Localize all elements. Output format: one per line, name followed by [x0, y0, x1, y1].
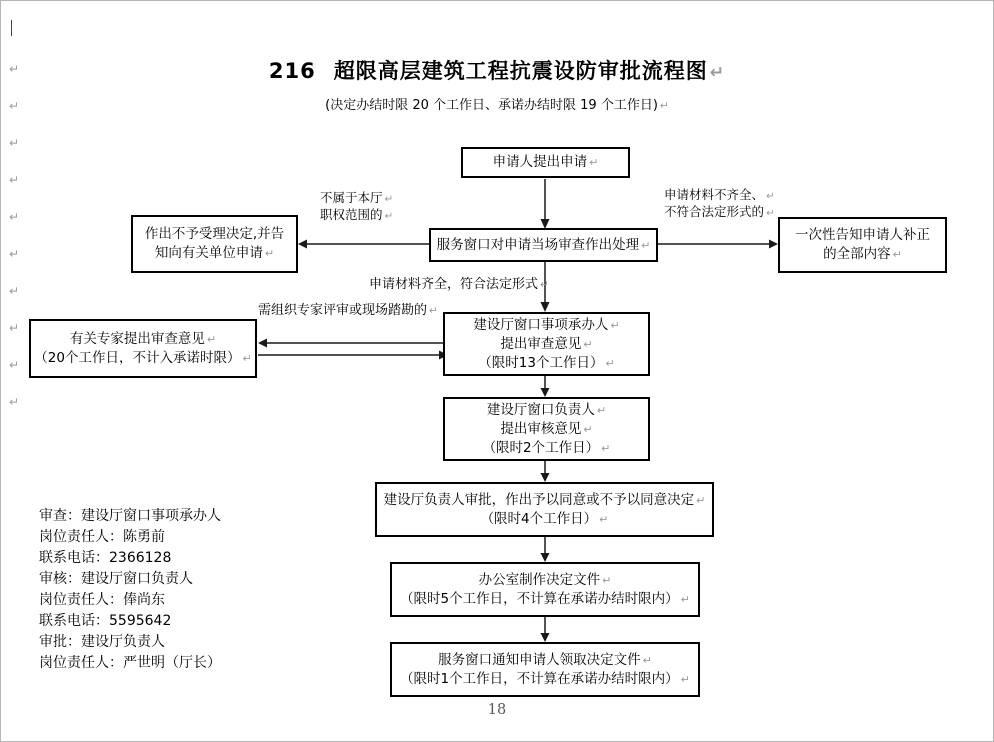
box-line: 知向有关单位申请 ↵	[154, 245, 275, 261]
paragraph-mark-icon: ↵	[429, 304, 438, 317]
contact-line: 审查：建设厅窗口事项承办人	[39, 508, 221, 524]
reject-decision-box	[131, 215, 298, 273]
paragraph-mark-icon: ↵	[696, 493, 706, 507]
text-cursor	[11, 20, 12, 36]
arrow-service-to-notify	[658, 240, 778, 249]
paragraph-mark-icon: ↵	[9, 173, 20, 187]
box-line: 办公室制作决定文件 ↵	[478, 571, 612, 588]
page-number: 18	[487, 702, 507, 718]
paragraph-mark-icon: ↵	[9, 321, 20, 335]
box-line: （20个工作日，不计入承诺时限） ↵	[34, 349, 252, 366]
arrow-expert-to-handler	[258, 351, 448, 360]
label-materials-complete: 申请材料齐全，符合法定形式 ↵	[369, 277, 549, 292]
office-document-box	[390, 562, 700, 617]
paragraph-mark-icon: ↵	[206, 332, 217, 346]
paragraph-mark-icon: ↵	[642, 653, 652, 667]
box-line: 建设厅窗口负责人 ↵	[486, 401, 607, 418]
title-number: 216	[268, 59, 316, 83]
paragraph-mark-icon: ↵	[9, 284, 20, 298]
paragraph-mark-icon: ↵	[766, 207, 775, 219]
paragraph-mark-icon: ↵	[264, 247, 275, 260]
paragraph-mark-icon: ↵	[892, 248, 902, 261]
title-text: 超限高层建筑工程抗震设防审批流程图	[333, 59, 708, 83]
page-title	[1, 55, 993, 85]
paragraph-mark-icon: ↵	[599, 512, 609, 526]
box-line: 的全部内容 ↵	[823, 246, 902, 262]
window-handler-box	[443, 312, 650, 376]
box-line: （限时4个工作日） ↵	[480, 510, 609, 527]
contact-line: 审核：建设厅窗口负责人	[39, 571, 193, 587]
service-window-box	[429, 228, 658, 262]
arrow-handler-to-chief	[541, 376, 550, 397]
arrow-approval-to-office	[541, 537, 550, 562]
window-chief-box	[443, 397, 650, 461]
arrow-office-to-final	[541, 617, 550, 642]
paragraph-mark-icon: ↵	[601, 441, 611, 455]
arrow-handler-to-expert	[258, 339, 448, 348]
label-not-jurisdiction: 不属于本厅 ↵ 职权范围的 ↵	[320, 190, 394, 222]
paragraph-mark-icon: ↵	[9, 247, 20, 261]
expert-review-box	[29, 319, 257, 378]
paragraph-mark-icon: ↵	[589, 156, 599, 169]
notify-correction-box	[778, 217, 947, 273]
contact-line: 岗位责任人：严世明（厅长）	[39, 655, 221, 671]
box-line: （限时1个工作日，不计算在承诺办结时限内） ↵	[400, 670, 690, 687]
paragraph-mark-icon: ↵	[9, 62, 20, 76]
contact-line: 岗位责任人：陈勇前	[39, 529, 165, 545]
paragraph-mark-icon: ↵	[384, 210, 394, 222]
paragraph-mark-icon: ↵	[242, 351, 252, 365]
paragraph-mark-icon: ↵	[766, 190, 775, 202]
paragraph-mark-icon: ↵	[680, 672, 690, 686]
contact-line: 联系电话：5595642	[39, 613, 172, 629]
paragraph-mark-icon: ↵	[9, 395, 20, 409]
paragraph-mark-icon: ↵	[596, 403, 607, 417]
box-line: （限时13个工作日） ↵	[478, 354, 615, 371]
paragraph-mark-icon: ↵	[9, 358, 20, 372]
paragraph-mark-icon: ↵	[605, 356, 615, 370]
box-line: 提出审查意见 ↵	[500, 335, 593, 352]
paragraph-mark-icon: ↵	[602, 573, 612, 587]
paragraph-mark-icon: ↵	[709, 63, 726, 83]
box-line: 服务窗口对申请当场审查作出处理 ↵	[436, 236, 651, 253]
contact-line: 岗位责任人：俸尚东	[39, 592, 165, 608]
paragraph-mark-icon: ↵	[540, 278, 549, 291]
paragraph-mark-icon: ↵	[641, 238, 651, 252]
box-line: 作出不予受理决定,并告	[144, 226, 285, 242]
box-line: （限时2个工作日） ↵	[482, 439, 611, 456]
paragraph-mark-icon: ↵	[659, 99, 669, 112]
applicant-box	[461, 147, 630, 178]
paragraph-mark-icon: ↵	[583, 422, 593, 436]
arrow-chief-to-approval	[541, 461, 550, 482]
arrow-service-to-reject	[298, 240, 429, 249]
paragraph-mark-icon: ↵	[384, 193, 394, 205]
paragraph-mark-icon: ↵	[9, 136, 20, 150]
box-line: 提出审核意见 ↵	[500, 420, 593, 437]
subtitle-text: (决定办结时限 20 个工作日、承诺办结时限 19 个工作日)	[325, 98, 658, 113]
paragraph-mark-icon: ↵	[9, 210, 20, 224]
paragraph-mark-icon: ↵	[583, 337, 593, 351]
page-subtitle	[1, 94, 993, 113]
label-materials-incomplete: 申请材料不齐全、 ↵ 不符合法定形式的 ↵	[664, 187, 775, 219]
label-expert-review-needed: 需组织专家评审或现场踏勘的 ↵	[258, 303, 438, 318]
final-notice-box	[390, 642, 700, 697]
contact-line: 审批：建设厅负责人	[39, 634, 165, 650]
arrow-applicant-to-service	[541, 179, 550, 229]
box-line: 一次性告知申请人补正	[795, 227, 930, 243]
box-line: 有关专家提出审查意见 ↵	[69, 330, 217, 347]
box-line: 建设厅负责人审批，作出予以同意或不予以同意决定 ↵	[383, 491, 706, 508]
paragraph-mark-icon: ↵	[610, 318, 620, 332]
chief-approval-box	[375, 482, 714, 537]
paragraph-mark-icon: ↵	[9, 99, 20, 113]
contact-line: 联系电话：2366128	[39, 550, 172, 566]
paragraph-mark-icon: ↵	[680, 592, 690, 606]
box-line: 申请人提出申请 ↵	[492, 154, 599, 170]
box-line: 建设厅窗口事项承办人 ↵	[473, 316, 620, 333]
box-line: （限时5个工作日，不计算在承诺办结时限内） ↵	[400, 590, 690, 607]
contact-info	[39, 506, 221, 674]
box-line: 服务窗口通知申请人领取决定文件 ↵	[438, 651, 652, 668]
